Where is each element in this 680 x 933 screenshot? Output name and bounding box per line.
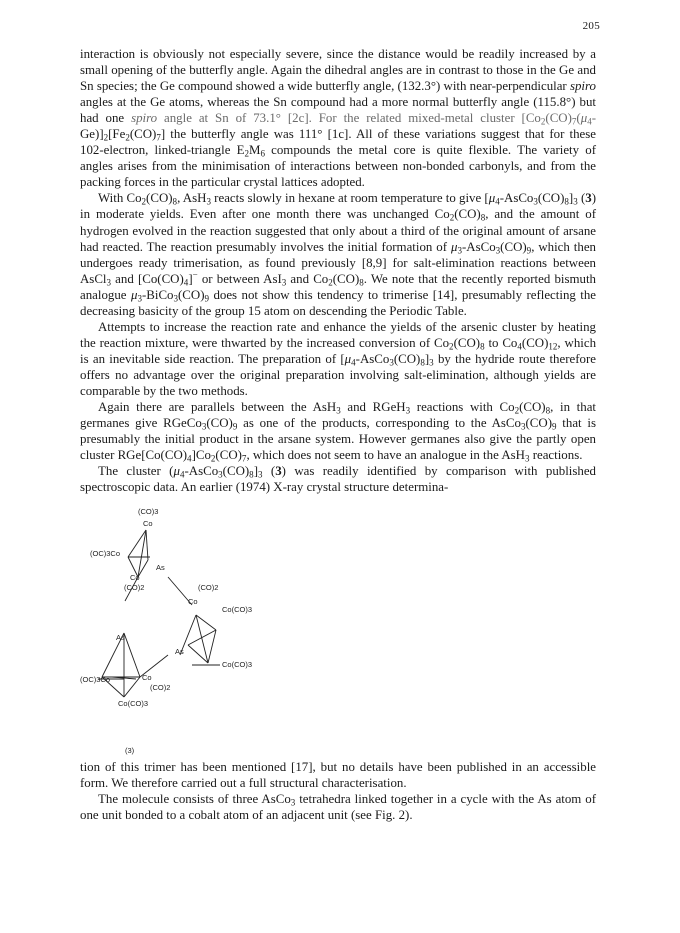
label-co-right: Co [188, 597, 198, 607]
label-co-middle: Co [130, 573, 140, 583]
label-oc3co-bottom: (OC)3Co [80, 675, 111, 685]
label-co2-left: (CO)2 [124, 583, 145, 593]
label-co2-bottom: (CO)2 [150, 683, 171, 693]
label-co-bottom: Co [142, 673, 152, 683]
structure-figure [80, 505, 360, 755]
label-co2-right: (CO)2 [198, 583, 219, 593]
label-coco3-lower-right: Co(CO)3 [222, 660, 253, 670]
page-number: 205 [582, 20, 600, 32]
label-coco3-bottom: Co(CO)3 [118, 699, 149, 709]
paragraph-6: tion of this trimer has been mentioned [17], but no details have been published in an accessible form. We therefore carried out a full structural characterisation. [80, 760, 596, 791]
label-as-bottom: As [175, 647, 184, 657]
compound-label: (3) [125, 746, 135, 756]
paragraph-7: The molecule consists of three AsCo$_3$ tetrahedra linked together in a cycle with the As atom of one unit bonded to a cobalt atom of an adjacent unit (see Fig. 2). [80, 792, 596, 823]
label-co-top: Co [143, 519, 153, 529]
paragraph-3: Attempts to increase the reaction rate and enhance the yields of the arsenic cluster by heating the reaction mixture, were thwarted by the increased conversion of $Co_2(CO)_8$ to $Co_4(CO)_{12}$, which is an inevitable side reaction. The preparation of $[\mu_4-AsCo_3(CO)_8]_3$ by the hydride route therefore offers no advantage over the original preparation involving salt-elimination, although yields are comparable by the two methods. [80, 319, 597, 398]
label-coco3-right: Co(CO)3 [222, 605, 253, 615]
paragraph-2: With $Co_2(CO)_8$, AsH$_3$ reacts slowly in hexane at room temperature to give $[\mu_4-AsCo_3(CO)_8]_3$ (3) in moderate yields. Even after one month there was unchanged $Co_2(CO)_8$, and the amount of hydrogen evolved in the reaction suggested that only about a third of the original amount of arsane had reacted. The reaction presumably involves the initial formation of $\mu_3-AsCo_3(CO)_9$, which then undergoes ready trimerisation, as found previously [8,9] for salt-elimination reactions between AsCl$_3$ and $[Co(CO)_4]^-$ or between AsI$_3$ and $Co_2(CO)_8$. We note that the recently reported bismuth analogue $\mu_3-BiCo_3(CO)_9$ does not show this tendency to trimerise [14], presumably reflecting the decreasing basicity of the group 15 atom on descending the Periodic Table. [80, 191, 597, 318]
text-column [80, 46, 596, 824]
label-oc3co-left: (OC)3Co [90, 549, 121, 559]
label-as-top: As [156, 563, 165, 573]
label-as-left: As [116, 633, 125, 643]
label-co3-top: (CO)3 [138, 507, 159, 517]
paragraph-4: Again there are parallels between the AsH$_3$ and RGeH$_3$ reactions with $Co_2(CO)_8$, in that germanes give $RGeCo_3(CO)_9$ as one of the products, corresponding to the $AsCo_3(CO)_9$ that is presumably the initial product in the arsane system. However germanes also give the partly open cluster $RGe[Co(CO)_4]Co_2(CO)_7$, which does not seem to have an analogue in the AsH$_3$ reactions. [80, 400, 597, 464]
paragraph-5: The cluster $(\mu_4-AsCo_3(CO)_8]_3$ (3) was readily identified by comparison with published spectroscopic data. An earlier (1974) X-ray crystal structure determina- [80, 464, 596, 495]
paragraph-1: interaction is obviously not especially severe, since the distance would be readily increased by a small opening of the butterfly angle. Again the dihedral angles are in contrast to those in the Ge and Sn species; the Ge compound showed a wide butterfly angle, (132.3°) with near-perpendicular spiro angles at the Ge atoms, whereas the Sn compound had a more normal butterfly angle (115.8°) but had one spiro angle at Sn of 73.1° [2c]. For the related mixed-metal cluster [$Co_2(CO)_7(\mu_4-$ $Ge)]_2[Fe_2(CO)_7]$ the butterfly angle was 111° [1c]. All of these variations suggest that for these 102-electron, linked-triangle $E_2M_6$ compounds the metal core is quite flexible. The variety of angles arises from the minimisation of interactions between non-bonded carbonyls, and from the packing forces in the particular crystal lattices adopted. [80, 47, 597, 190]
structure-bonds [80, 505, 360, 755]
